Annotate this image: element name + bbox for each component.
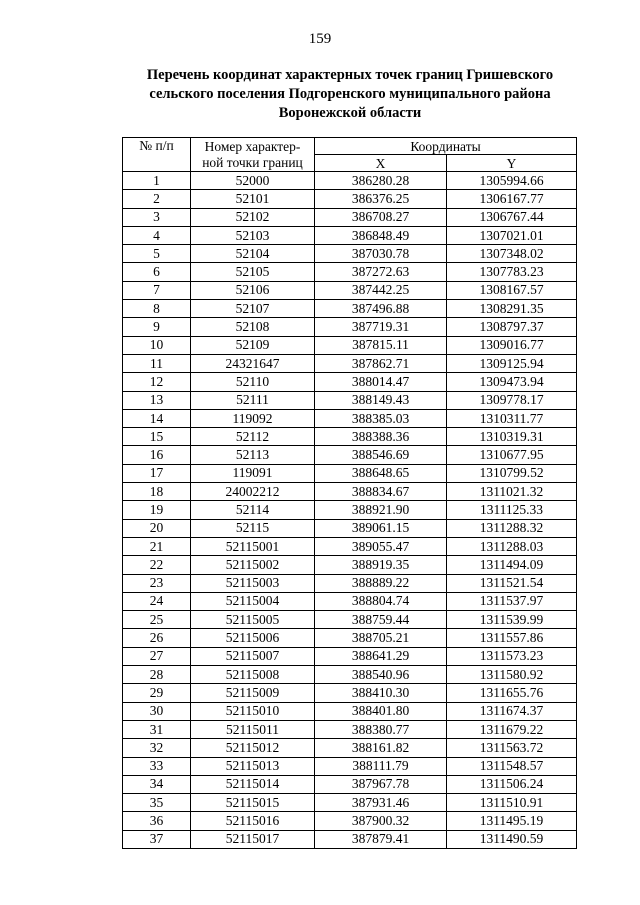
table-row xyxy=(123,318,577,336)
table-row xyxy=(123,336,577,354)
table-row xyxy=(123,574,577,592)
cell-point-number: 52107 xyxy=(191,300,315,318)
page-number: 159 xyxy=(308,31,332,47)
cell-point-number: 52115014 xyxy=(191,775,315,793)
table-row xyxy=(123,208,577,226)
cell-point-number: 52115012 xyxy=(191,739,315,757)
cell-point-number: 52115005 xyxy=(191,611,315,629)
cell-index: 30 xyxy=(123,702,191,720)
cell-point-number: 52115003 xyxy=(191,574,315,592)
cell-y: 1311557.86 xyxy=(447,629,577,647)
cell-index: 28 xyxy=(123,666,191,684)
cell-x: 387900.32 xyxy=(315,812,447,830)
cell-point-number: 24002212 xyxy=(191,483,315,501)
cell-x: 388919.35 xyxy=(315,556,447,574)
cell-x: 387967.78 xyxy=(315,775,447,793)
cell-index: 12 xyxy=(123,373,191,391)
table-row xyxy=(123,647,577,665)
cell-point-number: 52105 xyxy=(191,263,315,281)
cell-x: 386848.49 xyxy=(315,226,447,244)
title-line-3: Воронежской области xyxy=(278,105,422,121)
cell-point-number: 52115011 xyxy=(191,720,315,738)
cell-y: 1309473.94 xyxy=(447,373,577,391)
cell-x: 387442.25 xyxy=(315,281,447,299)
cell-index: 6 xyxy=(123,263,191,281)
cell-x: 388759.44 xyxy=(315,611,447,629)
table-row xyxy=(123,226,577,244)
cell-y: 1311580.92 xyxy=(447,666,577,684)
table-row xyxy=(123,556,577,574)
cell-x: 389055.47 xyxy=(315,537,447,555)
table-body xyxy=(123,172,577,849)
cell-x: 386280.28 xyxy=(315,172,447,190)
cell-index: 21 xyxy=(123,537,191,555)
cell-point-number: 52115017 xyxy=(191,830,315,848)
table-header xyxy=(123,138,577,172)
cell-y: 1305994.66 xyxy=(447,172,577,190)
cell-point-number: 52115 xyxy=(191,519,315,537)
table-row xyxy=(123,501,577,519)
title-line-2: сельского поселения Подгоренского муниципального района xyxy=(149,86,551,102)
cell-y: 1311537.97 xyxy=(447,592,577,610)
cell-x: 388380.77 xyxy=(315,720,447,738)
cell-x: 388540.96 xyxy=(315,666,447,684)
cell-x: 387879.41 xyxy=(315,830,447,848)
cell-point-number: 24321647 xyxy=(191,354,315,372)
cell-x: 387496.88 xyxy=(315,300,447,318)
cell-x: 388921.90 xyxy=(315,501,447,519)
table-row xyxy=(123,300,577,318)
cell-point-number: 52115016 xyxy=(191,812,315,830)
table-row xyxy=(123,537,577,555)
table-row xyxy=(123,684,577,702)
cell-index: 33 xyxy=(123,757,191,775)
cell-x: 388834.67 xyxy=(315,483,447,501)
cell-index: 26 xyxy=(123,629,191,647)
cell-index: 37 xyxy=(123,830,191,848)
table-row xyxy=(123,409,577,427)
cell-x: 389061.15 xyxy=(315,519,447,537)
cell-x: 388705.21 xyxy=(315,629,447,647)
table-row xyxy=(123,428,577,446)
cell-x: 386708.27 xyxy=(315,208,447,226)
cell-y: 1311510.91 xyxy=(447,794,577,812)
cell-point-number: 52115006 xyxy=(191,629,315,647)
table-row xyxy=(123,190,577,208)
cell-y: 1311021.32 xyxy=(447,483,577,501)
cell-index: 14 xyxy=(123,409,191,427)
cell-x: 388889.22 xyxy=(315,574,447,592)
cell-x: 387030.78 xyxy=(315,245,447,263)
cell-y: 1311573.23 xyxy=(447,647,577,665)
cell-x: 387719.31 xyxy=(315,318,447,336)
cell-x: 388546.69 xyxy=(315,446,447,464)
cell-index: 4 xyxy=(123,226,191,244)
cell-x: 387272.63 xyxy=(315,263,447,281)
cell-x: 386376.25 xyxy=(315,190,447,208)
cell-index: 24 xyxy=(123,592,191,610)
cell-y: 1310799.52 xyxy=(447,464,577,482)
cell-point-number: 52115015 xyxy=(191,794,315,812)
table-row xyxy=(123,354,577,372)
cell-y: 1310319.31 xyxy=(447,428,577,446)
cell-y: 1311494.09 xyxy=(447,556,577,574)
cell-y: 1309016.77 xyxy=(447,336,577,354)
cell-y: 1310311.77 xyxy=(447,409,577,427)
cell-point-number: 52110 xyxy=(191,373,315,391)
cell-index: 31 xyxy=(123,720,191,738)
cell-y: 1311563.72 xyxy=(447,739,577,757)
table-row xyxy=(123,775,577,793)
cell-x: 388111.79 xyxy=(315,757,447,775)
cell-point-number: 52115004 xyxy=(191,592,315,610)
table-row xyxy=(123,391,577,409)
table-row xyxy=(123,794,577,812)
cell-y: 1311506.24 xyxy=(447,775,577,793)
cell-index: 5 xyxy=(123,245,191,263)
cell-point-number: 52000 xyxy=(191,172,315,190)
cell-x: 388648.65 xyxy=(315,464,447,482)
cell-y: 1311548.57 xyxy=(447,757,577,775)
cell-index: 9 xyxy=(123,318,191,336)
table-row xyxy=(123,757,577,775)
cell-point-number: 52115007 xyxy=(191,647,315,665)
cell-x: 388410.30 xyxy=(315,684,447,702)
cell-index: 34 xyxy=(123,775,191,793)
cell-index: 17 xyxy=(123,464,191,482)
cell-index: 7 xyxy=(123,281,191,299)
cell-y: 1309125.94 xyxy=(447,354,577,372)
cell-x: 387815.11 xyxy=(315,336,447,354)
header-point-number xyxy=(191,138,315,172)
title-line-1: Перечень координат характерных точек границ Гришевского xyxy=(146,67,554,83)
table-row xyxy=(123,172,577,190)
cell-point-number: 52108 xyxy=(191,318,315,336)
cell-index: 15 xyxy=(123,428,191,446)
cell-point-number: 52106 xyxy=(191,281,315,299)
cell-point-number: 52115010 xyxy=(191,702,315,720)
header-coordinates: Координаты xyxy=(315,138,577,155)
table-row xyxy=(123,702,577,720)
cell-index: 20 xyxy=(123,519,191,537)
cell-point-number: 52115008 xyxy=(191,666,315,684)
table-row xyxy=(123,720,577,738)
cell-y: 1307348.02 xyxy=(447,245,577,263)
header-y: Y xyxy=(447,155,577,172)
table-row xyxy=(123,263,577,281)
cell-point-number: 119092 xyxy=(191,409,315,427)
document-title xyxy=(120,66,580,123)
cell-x: 388804.74 xyxy=(315,592,447,610)
table-row xyxy=(123,830,577,848)
cell-index: 1 xyxy=(123,172,191,190)
cell-x: 388385.03 xyxy=(315,409,447,427)
cell-index: 22 xyxy=(123,556,191,574)
cell-index: 35 xyxy=(123,794,191,812)
coordinates-table xyxy=(122,137,577,849)
cell-index: 3 xyxy=(123,208,191,226)
cell-y: 1311495.19 xyxy=(447,812,577,830)
table-row xyxy=(123,739,577,757)
cell-point-number: 52111 xyxy=(191,391,315,409)
cell-x: 388014.47 xyxy=(315,373,447,391)
cell-index: 13 xyxy=(123,391,191,409)
cell-point-number: 52115013 xyxy=(191,757,315,775)
cell-index: 36 xyxy=(123,812,191,830)
table-row xyxy=(123,629,577,647)
cell-x: 388641.29 xyxy=(315,647,447,665)
cell-index: 16 xyxy=(123,446,191,464)
table-row xyxy=(123,464,577,482)
cell-y: 1311490.59 xyxy=(447,830,577,848)
table-row xyxy=(123,245,577,263)
table-row xyxy=(123,446,577,464)
table-row xyxy=(123,281,577,299)
cell-y: 1307783.23 xyxy=(447,263,577,281)
cell-point-number: 52113 xyxy=(191,446,315,464)
cell-point-number: 52103 xyxy=(191,226,315,244)
cell-y: 1307021.01 xyxy=(447,226,577,244)
cell-y: 1311288.32 xyxy=(447,519,577,537)
cell-point-number: 119091 xyxy=(191,464,315,482)
cell-y: 1311125.33 xyxy=(447,501,577,519)
table-row xyxy=(123,666,577,684)
cell-y: 1308797.37 xyxy=(447,318,577,336)
cell-x: 387931.46 xyxy=(315,794,447,812)
header-point-line-1: Номер характер- xyxy=(204,138,301,154)
cell-x: 388161.82 xyxy=(315,739,447,757)
cell-y: 1308291.35 xyxy=(447,300,577,318)
table-row xyxy=(123,483,577,501)
cell-point-number: 52112 xyxy=(191,428,315,446)
table-row xyxy=(123,519,577,537)
cell-point-number: 52101 xyxy=(191,190,315,208)
header-index: № п/п xyxy=(123,138,191,172)
cell-point-number: 52104 xyxy=(191,245,315,263)
header-point-line-2: ной точки границ xyxy=(202,154,303,170)
header-x: X xyxy=(315,155,447,172)
cell-index: 25 xyxy=(123,611,191,629)
cell-index: 23 xyxy=(123,574,191,592)
table-row xyxy=(123,812,577,830)
cell-index: 18 xyxy=(123,483,191,501)
cell-y: 1311655.76 xyxy=(447,684,577,702)
cell-point-number: 52109 xyxy=(191,336,315,354)
cell-y: 1309778.17 xyxy=(447,391,577,409)
table-row xyxy=(123,373,577,391)
cell-y: 1311674.37 xyxy=(447,702,577,720)
cell-y: 1310677.95 xyxy=(447,446,577,464)
cell-index: 29 xyxy=(123,684,191,702)
cell-y: 1308167.57 xyxy=(447,281,577,299)
cell-index: 11 xyxy=(123,354,191,372)
cell-y: 1311521.54 xyxy=(447,574,577,592)
cell-index: 10 xyxy=(123,336,191,354)
cell-point-number: 52115002 xyxy=(191,556,315,574)
cell-x: 388149.43 xyxy=(315,391,447,409)
cell-y: 1306167.77 xyxy=(447,190,577,208)
cell-index: 8 xyxy=(123,300,191,318)
cell-x: 388388.36 xyxy=(315,428,447,446)
cell-point-number: 52114 xyxy=(191,501,315,519)
cell-point-number: 52102 xyxy=(191,208,315,226)
cell-x: 388401.80 xyxy=(315,702,447,720)
table-row xyxy=(123,611,577,629)
cell-y: 1306767.44 xyxy=(447,208,577,226)
cell-index: 19 xyxy=(123,501,191,519)
cell-x: 387862.71 xyxy=(315,354,447,372)
cell-y: 1311679.22 xyxy=(447,720,577,738)
cell-index: 2 xyxy=(123,190,191,208)
cell-y: 1311288.03 xyxy=(447,537,577,555)
cell-index: 32 xyxy=(123,739,191,757)
cell-point-number: 52115009 xyxy=(191,684,315,702)
cell-y: 1311539.99 xyxy=(447,611,577,629)
table-row xyxy=(123,592,577,610)
cell-index: 27 xyxy=(123,647,191,665)
cell-point-number: 52115001 xyxy=(191,537,315,555)
